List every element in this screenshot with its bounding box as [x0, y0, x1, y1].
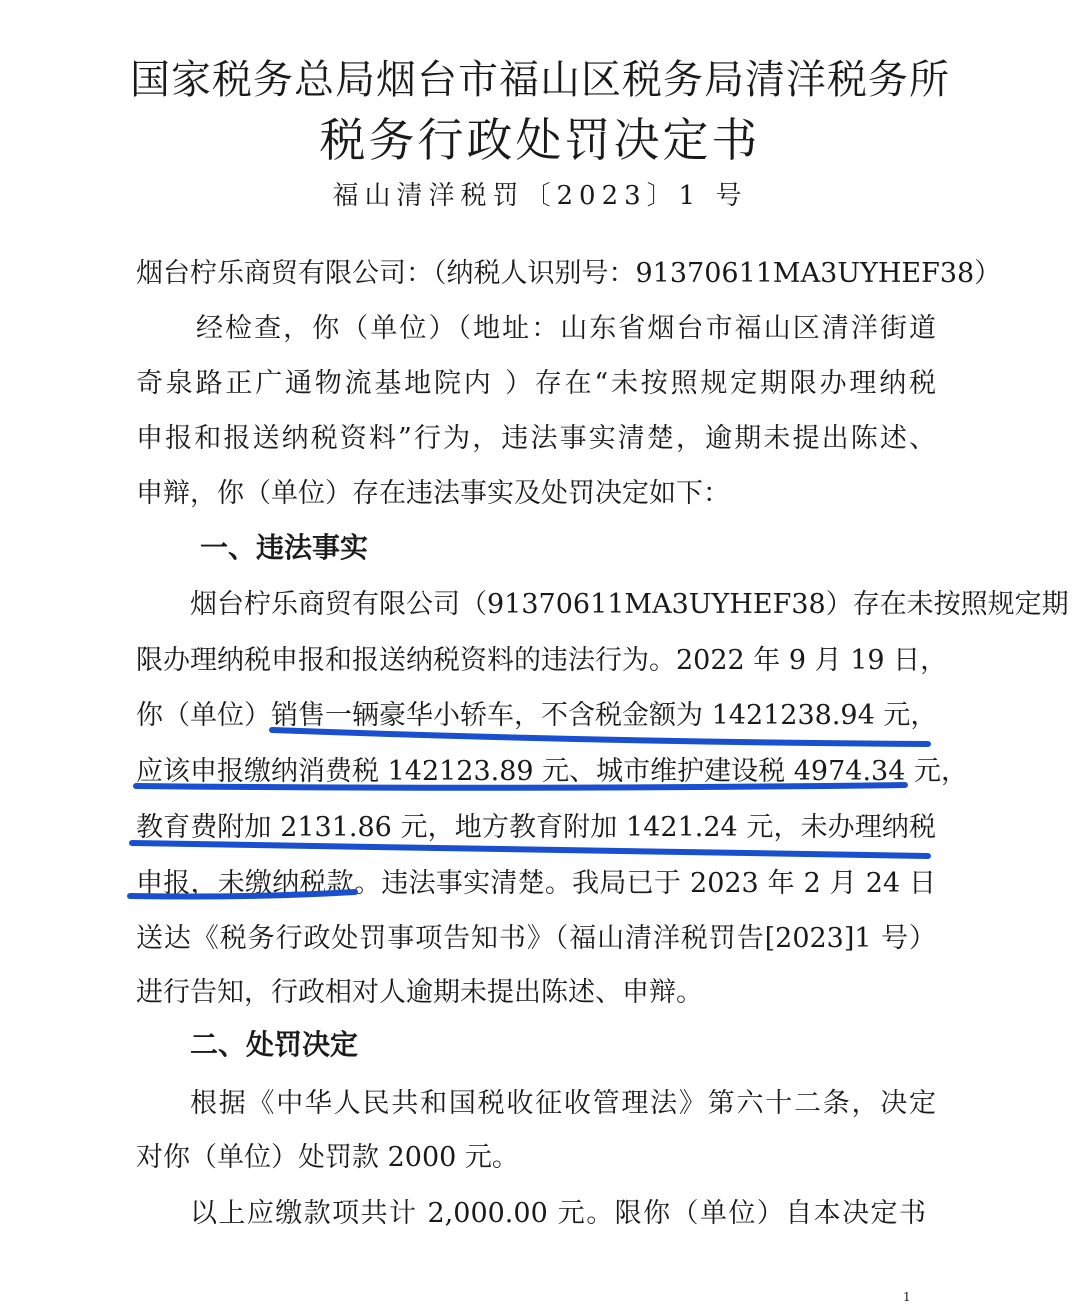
section-heading-decision: 二、处罚决定 — [190, 1028, 359, 1061]
closing-line: 以上应缴款项共计 2,000.00 元。限你（单位）自本决定书 — [190, 1198, 926, 1229]
addressee-line: 烟台柠乐商贸有限公司：（纳税人识别号：91370611MA3UYHEF38） — [136, 258, 1002, 289]
section-heading-facts: 一、违法事实 — [200, 531, 369, 564]
facts-line: 应该申报缴纳消费税 142123.89 元、城市维护建设税 4974.34 元， — [136, 756, 968, 787]
facts-line: 送达《税务行政处罚事项告知书》（福山清洋税罚告[2023]1 号） — [136, 923, 936, 954]
intro-line: 经检查，你（单位）（地址：山东省烟台市福山区清洋街道 — [196, 313, 936, 344]
intro-line: 申辩，你（单位）存在违法事实及处罚决定如下： — [136, 478, 730, 509]
facts-line: 申报，未缴纳税款。违法事实清楚。我局已于 2023 年 2 月 24 日 — [136, 868, 936, 899]
intro-line: 奇泉路正广通物流基地院内 ）存在“未按照规定期限办理纳税 — [136, 368, 936, 399]
issuing-authority: 国家税务总局烟台市福山区税务局清洋税务所 — [130, 57, 950, 103]
intro-line: 申报和报送纳税资料”行为，违法事实清楚，逾期未提出陈述、 — [136, 423, 936, 454]
decision-line: 对你（单位）处罚款 2000 元。 — [136, 1142, 519, 1173]
facts-line: 限办理纳税申报和报送纳税资料的违法行为。2022 年 9 月 19 日， — [136, 645, 948, 676]
page-number: 1 — [903, 1290, 911, 1304]
facts-line: 你（单位）销售一辆豪华小轿车，不含税金额为 1421238.94 元， — [136, 700, 938, 731]
document-number: 福山清洋税罚〔2023〕1 号 — [332, 181, 748, 211]
document-title: 税务行政处罚决定书 — [319, 113, 761, 167]
facts-line: 进行告知，行政相对人逾期未提出陈述、申辩。 — [136, 977, 703, 1008]
facts-line: 教育费附加 2131.86 元，地方教育附加 1421.24 元，未办理纳税 — [136, 812, 936, 843]
facts-line: 烟台柠乐商贸有限公司（91370611MA3UYHEF38）存在未按照规定期 — [190, 589, 1069, 620]
decision-line: 根据《中华人民共和国税收征收管理法》第六十二条，决定 — [190, 1088, 936, 1119]
